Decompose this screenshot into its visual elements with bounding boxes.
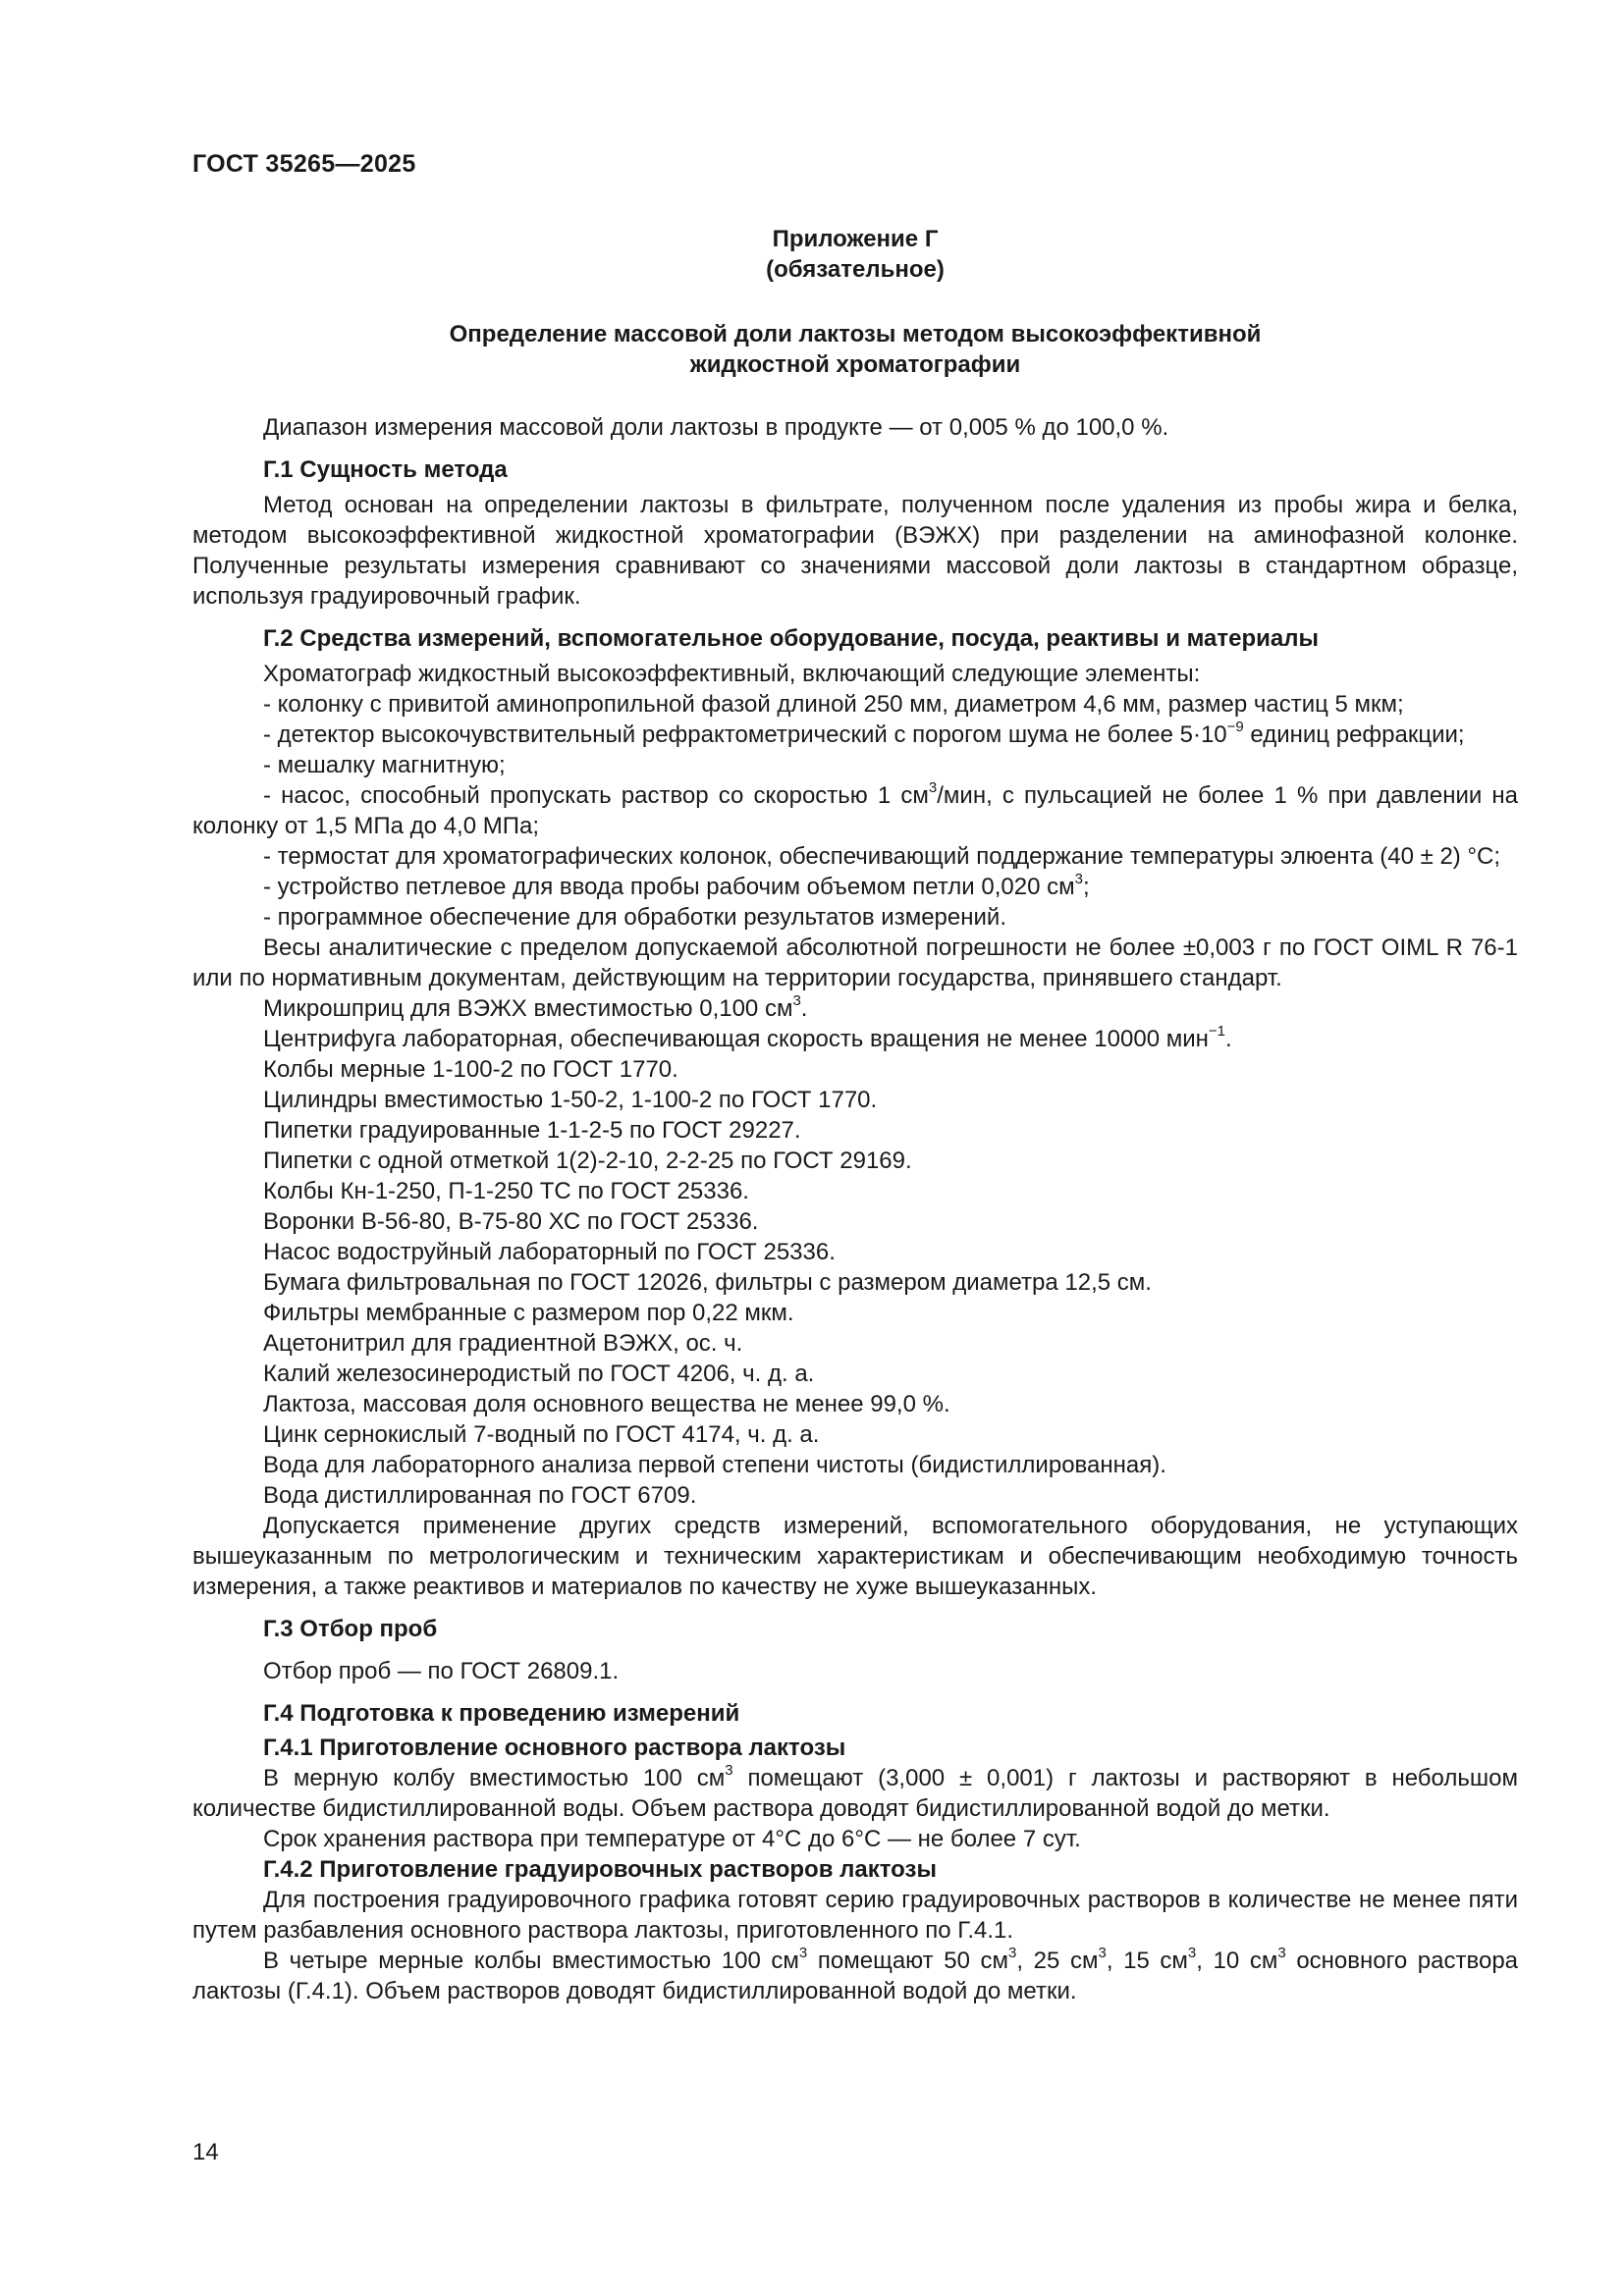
annex-title-line-1: Определение массовой доли лактозы методом высокоэффективной	[449, 321, 1262, 347]
g3-paragraph: Отбор проб — по ГОСТ 26809.1.	[263, 1658, 620, 1684]
equipment-line: Фильтры мембранные с размером пор 0,22 мкм.	[263, 1300, 794, 1326]
equipment-line: Вода дистиллированная по ГОСТ 6709.	[263, 1482, 697, 1509]
list-item-software: - программное обеспечение для обработки результатов измерений.	[263, 904, 1006, 931]
section-heading-g2: Г.2 Средства измерений, вспомогательное оборудование, посуда, реактивы и материалы	[263, 625, 1320, 652]
annex-title	[192, 319, 1518, 380]
page-number: 14	[192, 2139, 219, 2165]
range-paragraph: Диапазон измерения массовой доли лактозы в продукте — от 0,005 % до 100,0 %.	[263, 414, 1169, 441]
list-item-pump: - насос, способный пропускать раствор со скоростью 1 $см^3$/мин, с пульсацией не более 1 % при давлении на колонку от 1,5 МПа до 4,0 МПа;	[192, 779, 1518, 839]
g2-intro: Хроматограф жидкостный высокоэффективный, включающий следующие элементы:	[263, 661, 1201, 687]
annex-status: (обязательное)	[766, 256, 945, 283]
subsection-heading-g42: Г.4.2 Приготовление градуировочных растворов лактозы	[263, 1856, 937, 1883]
g41-paragraph-1: В мерную колбу вместимостью 100 $см^3$ помещают (3,000 ± 0,001) г лактозы и растворяют в небольшом количестве бидистиллированной воды. Объем раствора доводят бидистиллированной водой до метки.	[192, 1762, 1518, 1822]
equipment-line: Лактоза, массовая доля основного вещества не менее 99,0 %.	[263, 1391, 950, 1417]
equipment-line: Насос водоструйный лабораторный по ГОСТ 25336.	[263, 1239, 836, 1265]
list-item-loop: - устройство петлевое для ввода пробы рабочим объемом петли 0,020 $см^3$;	[263, 871, 1090, 900]
centrifuge-line: Центрифуга лабораторная, обеспечивающая скорость вращения не менее 10000 мин$^{-1}$.	[263, 1023, 1232, 1052]
list-item-detector: - детектор высокочувствительный рефрактометрический с порогом шума не более $5\cdot 10^{-9}$ единиц рефракции;	[263, 719, 1465, 748]
equipment-line: Вода для лабораторного анализа первой степени чистоты (бидистиллированная).	[263, 1452, 1166, 1478]
scales-paragraph: Весы аналитические с пределом допускаемой абсолютной погрешности не более ±0,003 г по ГОСТ OIML R 76-1 или по нормативным документам, действующим на территории государства, принявшего стандарт.	[192, 934, 1518, 991]
equipment-line: Цилиндры вместимостью 1-50-2, 1-100-2 по ГОСТ 1770.	[263, 1087, 878, 1113]
equipment-line: Пипетки с одной отметкой 1(2)-2-10, 2-2-25 по ГОСТ 29169.	[263, 1148, 912, 1174]
syringe-line: Микрошприц для ВЭЖХ вместимостью 0,100 $см^3$.	[263, 992, 808, 1022]
annex-name: Приложение Г	[772, 226, 939, 252]
g41-paragraph-2: Срок хранения раствора при температуре от 4°С до 6°С — не более 7 сут.	[263, 1826, 1081, 1852]
equipment-line: Воронки В-56-80, В-75-80 ХС по ГОСТ 25336.	[263, 1208, 759, 1235]
equipment-line: Колбы Кн-1-250, П-1-250 ТС по ГОСТ 25336.	[263, 1178, 749, 1204]
g42-paragraph-2: В четыре мерные колбы вместимостью 100 $см^3$ помещают 50 $см^3$, 25 $см^3$, 15 $см^3$, 10 $см^3$ основного раствора лактозы (Г.4.1). Объем растворов доводят бидистиллированной водой до метки.	[192, 1945, 1519, 2004]
subsection-heading-g41: Г.4.1 Приготовление основного раствора лактозы	[263, 1735, 846, 1761]
equipment-line: Калий железосинеродистый по ГОСТ 4206, ч. д. а.	[263, 1361, 815, 1387]
document-header: ГОСТ 35265—2025	[192, 150, 416, 178]
list-item-column: - колонку с привитой аминопропильной фазой длиной 250 мм, диаметром 4,6 мм, размер частиц 5 мкм;	[263, 691, 1404, 718]
equipment-line: Цинк сернокислый 7-водный по ГОСТ 4174, ч. д. а.	[263, 1421, 820, 1448]
section-heading-g4: Г.4 Подготовка к проведению измерений	[263, 1700, 740, 1727]
equipment-line: Пипетки градуированные 1-1-2-5 по ГОСТ 29227.	[263, 1117, 801, 1144]
g1-paragraph: Метод основан на определении лактозы в фильтрате, полученном после удаления из пробы жира и белка, методом высокоэффективной жидкостной хроматографии (ВЭЖХ) при разделении на аминофазной колонке. Полученные результаты измерения сравнивают со значениями массовой доли лактозы в стандартном образце, используя градуировочный график.	[192, 492, 1518, 610]
document-body	[192, 412, 1518, 2006]
section-heading-g1: Г.1 Сущность метода	[263, 456, 508, 483]
annex-heading	[192, 224, 1518, 285]
equipment-line: Бумага фильтровальная по ГОСТ 12026, фильтры с размером диаметра 12,5 см.	[263, 1269, 1152, 1296]
section-heading-g3: Г.3 Отбор проб	[263, 1616, 438, 1642]
allowance-paragraph: Допускается применение других средств измерений, вспомогательного оборудования, не уступающих вышеуказанным по метрологическим и техническим характеристикам и обеспечивающим необходимую точность измерения, а также реактивов и материалов по качеству не хуже вышеуказанных.	[192, 1513, 1518, 1600]
g42-paragraph-1: Для построения градуировочного графика готовят серию градуировочных растворов в количестве не менее пяти путем разбавления основного раствора лактозы, приготовленного по Г.4.1.	[192, 1887, 1518, 1944]
list-item-stirrer: - мешалку магнитную;	[263, 752, 506, 778]
annex-title-line-2: жидкостной хроматографии	[689, 351, 1021, 378]
list-item-thermostat: - термостат для хроматографических колонок, обеспечивающий поддержание температуры элюента (40 ± 2) °С;	[263, 843, 1501, 870]
equipment-line: Колбы мерные 1-100-2 по ГОСТ 1770.	[263, 1056, 678, 1083]
equipment-line: Ацетонитрил для градиентной ВЭЖХ, ос. ч.	[263, 1330, 743, 1357]
